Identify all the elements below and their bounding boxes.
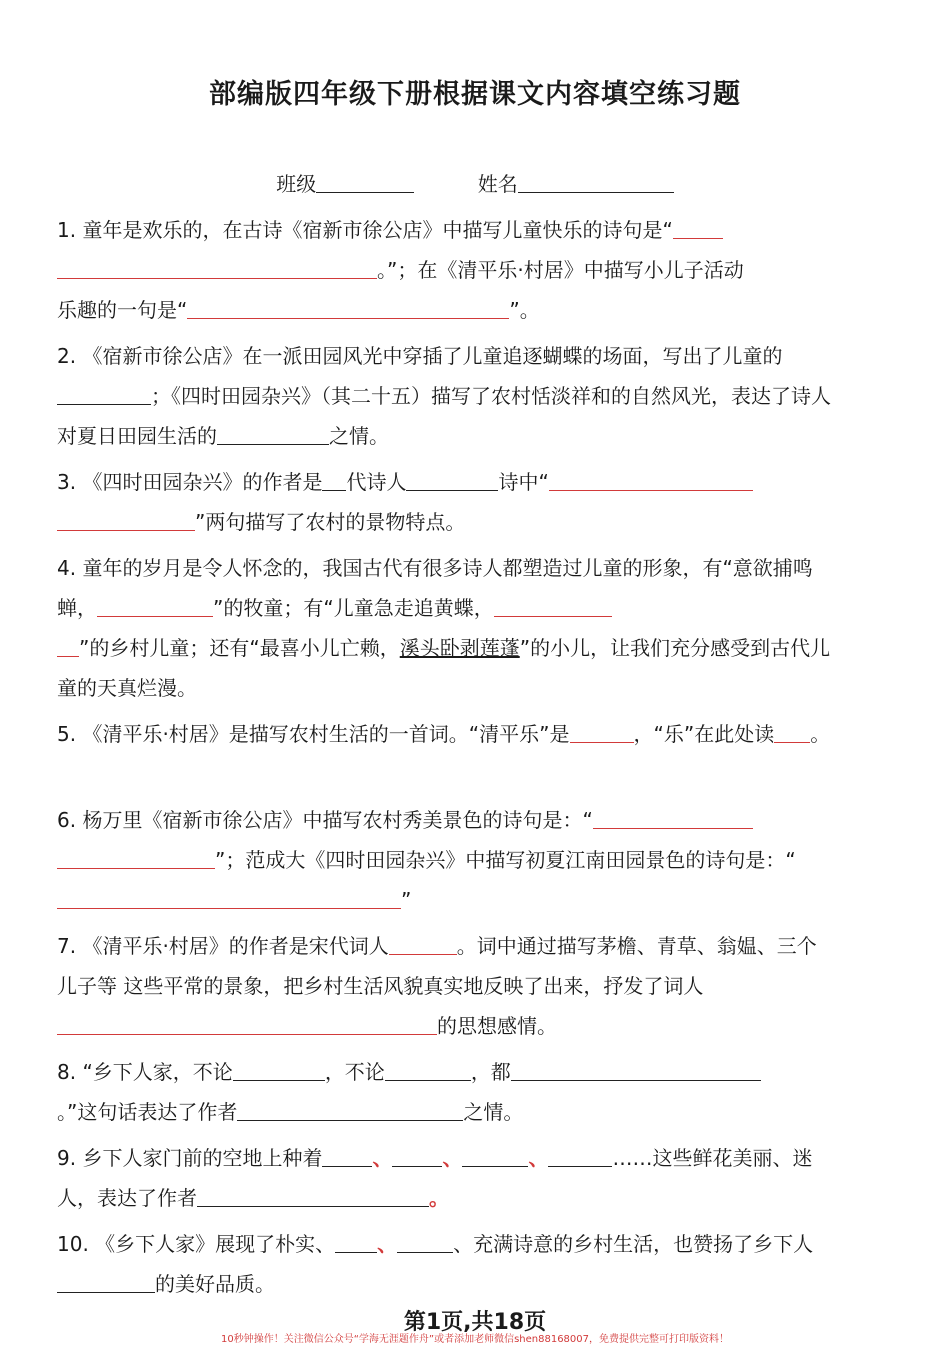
q3-blank-3a[interactable] xyxy=(549,470,753,491)
question-6 xyxy=(57,800,833,920)
q4-text-5: ”的小儿，让我们充分感受到古代儿童的天真烂漫。 xyxy=(57,636,831,700)
q4-text-3: ”的乡村儿童；还有“最喜小儿亡赖， xyxy=(79,636,400,660)
q10-text-2: 、充满诗意的乡村生活，也赞扬了乡下人 xyxy=(453,1232,814,1256)
q9-blank-5[interactable] xyxy=(197,1186,429,1207)
q1-blank-2[interactable] xyxy=(187,298,509,319)
q9-blank-2[interactable] xyxy=(392,1146,442,1167)
question-3 xyxy=(57,462,833,542)
q8-text-4: 。”这句话表达了作者 xyxy=(57,1100,238,1124)
question-5 xyxy=(57,714,833,754)
q6-text-2: ”；范成大《四时田园杂兴》中描写初夏江南田园景色的诗句是：“ xyxy=(215,848,796,872)
question-4 xyxy=(57,548,833,708)
q3-blank-1[interactable] xyxy=(322,470,346,491)
q9-separator: 、 xyxy=(528,1146,549,1170)
question-8 xyxy=(57,1052,833,1132)
q9-text-1: 9. 乡下人家门前的空地上种着 xyxy=(57,1146,323,1170)
name-label: 姓名 xyxy=(477,172,518,196)
question-2 xyxy=(57,336,833,456)
q5-text-3: 。 xyxy=(810,722,831,746)
q2-text-1: 2. 《宿新市徐公店》在一派田园风光中穿插了儿童追逐蝴蝶的场面，写出了儿童的 xyxy=(57,344,783,368)
q3-text-2: 代诗人 xyxy=(346,470,407,494)
q5-blank-1[interactable] xyxy=(570,722,634,743)
q6-text-3: ” xyxy=(401,888,412,912)
question-9 xyxy=(57,1138,833,1218)
q4-text-2: ”的牧童；有“儿童急走追黄蝶， xyxy=(213,596,494,620)
q2-blank-1[interactable] xyxy=(57,384,151,405)
q8-blank-2[interactable] xyxy=(385,1060,471,1081)
q8-blank-4[interactable] xyxy=(237,1100,463,1121)
q6-text-1: 6. 杨万里《宿新市徐公店》中描写农村秀美景色的诗句是：“ xyxy=(57,808,593,832)
page-title: 部编版四年级下册根据课文内容填空练习题 xyxy=(209,79,741,110)
q9-text-3: 。 xyxy=(429,1186,449,1210)
q6-blank-1b[interactable] xyxy=(57,848,215,869)
q8-text-2: ，不论 xyxy=(324,1060,385,1084)
q2-blank-2[interactable] xyxy=(217,424,329,445)
question-7 xyxy=(57,926,833,1046)
q10-separator: 、 xyxy=(377,1232,398,1256)
q4-blank-2b[interactable] xyxy=(57,636,79,657)
question-10 xyxy=(57,1224,833,1304)
q10-text-3: 的美好品质。 xyxy=(155,1272,275,1296)
q1-blank-1a[interactable] xyxy=(673,218,723,239)
q9-blank-1[interactable] xyxy=(322,1146,372,1167)
q8-text-3: ，都 xyxy=(470,1060,511,1084)
footer-note: 10秒钟操作！关注微信公众号“学海无涯题作舟”或者添加老师微信shen88168007，免费提供完整可打印版资料！ xyxy=(220,1334,730,1345)
q2-text-3: 之情。 xyxy=(329,424,389,448)
q1-text-2: 。”；在《清平乐·村居》中描写小儿子活动 xyxy=(377,258,744,282)
q9-separator: 、 xyxy=(442,1146,463,1170)
q10-blank-1[interactable] xyxy=(335,1232,377,1253)
q3-blank-3b[interactable] xyxy=(57,510,195,531)
class-label: 班级 xyxy=(276,172,317,196)
q1-text-1: 1. 童年是欢乐的，在古诗《宿新市徐公店》中描写儿童快乐的诗句是“ xyxy=(57,218,673,242)
q2-text-2: ；《四时田园杂兴》（其二十五）描写了农村恬淡祥和的自然风光，表达了诗人对夏日田园生活的 xyxy=(57,384,831,448)
q1-blank-1b[interactable] xyxy=(57,258,377,279)
q1-text-3: 乐趣的一句是“ xyxy=(57,298,188,322)
q10-blank-3[interactable] xyxy=(57,1272,155,1293)
q8-text-1: 8. “乡下人家，不论 xyxy=(57,1060,233,1084)
q9-blank-4[interactable] xyxy=(548,1146,612,1167)
q4-text-1: 4. 童年的岁月是令人怀念的，我国古代有很多诗人都塑造过儿童的形象，有“意欲捕鸣蝉， xyxy=(57,556,813,620)
q3-text-3: 诗中“ xyxy=(498,470,549,494)
q9-separator: 、 xyxy=(372,1146,393,1170)
q4-blank-1[interactable] xyxy=(97,596,213,617)
q3-text-4: ”两句描写了农村的景物特点。 xyxy=(195,510,466,534)
q5-text-2: ，“乐”在此处读 xyxy=(633,722,775,746)
q3-text-1: 3. 《四时田园杂兴》的作者是 xyxy=(57,470,323,494)
q10-blank-2[interactable] xyxy=(397,1232,453,1253)
q10-text-1: 10. 《乡下人家》展现了朴实、 xyxy=(57,1232,336,1256)
q6-blank-1a[interactable] xyxy=(593,808,753,829)
q6-blank-2[interactable] xyxy=(57,888,401,909)
q8-text-5: 之情。 xyxy=(463,1100,524,1124)
question-1 xyxy=(57,210,833,330)
q7-text-1: 7. 《清平乐·村居》的作者是宋代词人 xyxy=(57,934,389,958)
q9-text-2: ……这些鲜花美丽、迷人，表达了作者 xyxy=(57,1146,813,1210)
class-name-line xyxy=(0,168,950,197)
q8-blank-3[interactable] xyxy=(511,1060,761,1081)
q4-blank-2a[interactable] xyxy=(494,596,612,617)
q1-text-4: ”。 xyxy=(509,298,540,322)
q5-text-1: 5. 《清平乐·村居》是描写农村生活的一首词。“清平乐”是 xyxy=(57,722,570,746)
page-number: 第1页,共18页 xyxy=(403,1310,547,1335)
q7-text-3: 的思想感情。 xyxy=(437,1014,557,1038)
q8-blank-1[interactable] xyxy=(233,1060,325,1081)
q5-blank-2[interactable] xyxy=(774,722,810,743)
q7-blank-2[interactable] xyxy=(57,1014,437,1035)
q7-text-2: 。词中通过描写茅檐、青草、翁媪、三个儿子等 这些平常的景象，把乡村生活风貌真实地反映了出来，抒发了词人 xyxy=(57,934,817,998)
name-blank[interactable] xyxy=(518,172,674,193)
q9-blank-3[interactable] xyxy=(462,1146,528,1167)
q4-underlined-verse: 溪头卧剥莲蓬 xyxy=(399,636,520,660)
class-blank[interactable] xyxy=(316,172,414,193)
q7-blank-1[interactable] xyxy=(389,934,457,955)
q3-blank-2[interactable] xyxy=(406,470,498,491)
